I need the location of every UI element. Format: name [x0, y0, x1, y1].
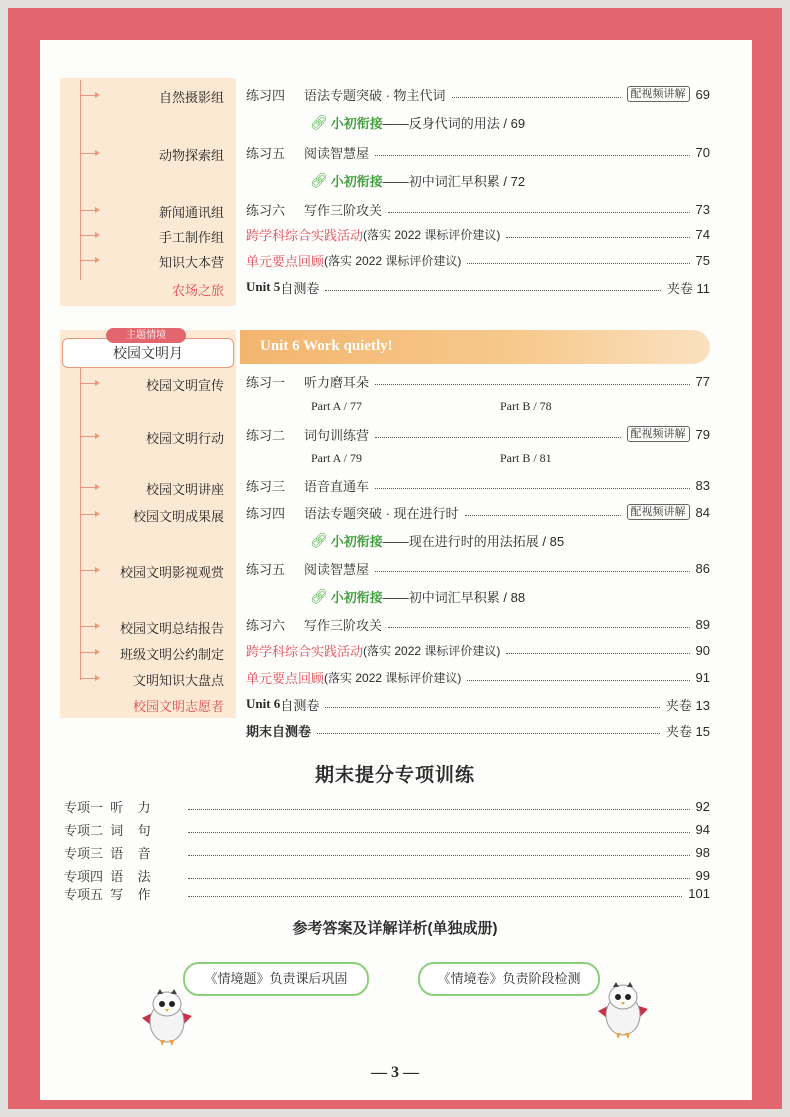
page-number: 77	[695, 373, 710, 389]
page-number: 夹卷 11	[666, 280, 710, 296]
sidebar-branch	[80, 652, 98, 653]
leader-dots	[452, 87, 621, 98]
link-icon: 🔗︎	[310, 532, 328, 548]
page-number: 90	[695, 642, 710, 658]
bridge-label: 小初衔接	[330, 116, 383, 131]
sidebar-item-label: 知识大本营	[158, 255, 224, 270]
unit-label: Unit 5	[246, 279, 281, 294]
toc-row[interactable]	[246, 224, 710, 244]
leader-dots	[467, 670, 689, 681]
sidebar-item-label: 校园文明影视观赏	[119, 565, 224, 580]
sidebar-line-bottom	[80, 368, 81, 680]
answers-title: 参考答案及详解详析(单独成册)	[292, 920, 498, 937]
bridge-text: ——初中词汇早积累 / 88	[382, 590, 526, 605]
exercise-title: 阅读智慧屋	[304, 145, 370, 161]
bridge-text: ——初中词汇早积累 / 72	[382, 174, 526, 189]
sidebar-branch	[80, 626, 98, 627]
video-badge: 配视频讲解	[627, 86, 690, 102]
link-icon: 🔗︎	[310, 172, 328, 188]
leader-dots	[188, 845, 690, 856]
toc-row[interactable]	[246, 277, 710, 297]
page-number: 73	[695, 201, 710, 217]
exercise-number: 练习六	[246, 617, 286, 633]
sidebar-branch	[80, 383, 98, 384]
page-number: 夹卷 13	[665, 697, 710, 713]
special-item[interactable]	[64, 842, 710, 862]
owl-mascot-icon	[590, 975, 656, 1045]
sidebar-item-label: 校园文明志愿者	[132, 699, 224, 714]
special-name: 专项一 听 力	[64, 799, 151, 815]
sidebar-branch	[80, 235, 98, 236]
leader-dots	[506, 643, 689, 654]
leader-dots	[506, 227, 689, 238]
toc-row[interactable]	[246, 424, 710, 444]
bridge-note[interactable]	[310, 587, 525, 606]
page-number: 69	[695, 86, 710, 102]
sidebar-item-label: 校园文明宣传	[145, 378, 224, 393]
sidebar-branch	[80, 678, 98, 679]
toc-row[interactable]	[246, 84, 710, 104]
special-item[interactable]	[64, 796, 710, 816]
toc-row[interactable]	[246, 199, 710, 219]
bridge-text: ——现在进行时的用法拓展 / 85	[382, 534, 565, 549]
unit-banner	[240, 330, 710, 364]
toc-row[interactable]	[246, 250, 710, 270]
theme-box	[62, 328, 234, 368]
sidebar-item-label: 手工制作组	[158, 230, 224, 245]
leader-dots	[375, 561, 690, 572]
sidebar-item-label: 校园文明总结报告	[119, 621, 224, 636]
page-number: 99	[695, 867, 710, 883]
part-b[interactable]: Part B / 81	[500, 451, 552, 465]
sidebar-item-label: 农场之旅	[171, 283, 224, 298]
sidebar-item-label: 校园文明成果展	[132, 509, 224, 524]
sidebar-line-top	[80, 80, 81, 280]
sidebar-branch	[80, 153, 98, 154]
leader-dots	[188, 799, 690, 810]
exercise-title: 语音直通车	[304, 478, 370, 494]
leader-dots	[375, 145, 690, 156]
exercise-number: 练习二	[246, 427, 286, 443]
leader-dots	[465, 505, 621, 516]
toc-row[interactable]	[246, 558, 710, 578]
leader-dots	[325, 280, 661, 291]
page-number: 86	[695, 560, 710, 576]
page-number: 75	[695, 252, 710, 268]
pill-exercise: 《情境题》负责课后巩固	[183, 962, 369, 996]
leader-dots	[317, 723, 660, 734]
review-title: 单元要点回顾	[246, 670, 325, 686]
owl-mascot-icon	[134, 982, 200, 1052]
part-b[interactable]: Part B / 78	[500, 399, 552, 413]
toc-row[interactable]	[246, 502, 710, 522]
toc-row[interactable]	[246, 371, 710, 391]
exercise-number: 练习三	[246, 478, 286, 494]
leader-dots	[467, 253, 689, 264]
exercise-title: 写作三阶攻关	[304, 202, 383, 218]
exercise-title: 阅读智慧屋	[304, 561, 370, 577]
special-name: 专项五 写 作	[64, 886, 151, 902]
exercise-title: 语法专题突破 · 物主代词	[304, 87, 446, 103]
review-note: (落实 2022 课标评价建议)	[324, 670, 462, 685]
pill-test: 《情境卷》负责阶段检测	[418, 962, 600, 996]
leader-dots	[188, 868, 690, 879]
test-title: 自测卷	[280, 280, 320, 296]
review-note: (落实 2022 课标评价建议)	[324, 253, 462, 268]
page-number: 夹卷 15	[665, 723, 710, 739]
link-icon: 🔗︎	[310, 588, 328, 604]
sidebar-branch	[80, 487, 98, 488]
bridge-note[interactable]	[310, 171, 525, 190]
leader-dots	[375, 478, 690, 489]
bridge-note[interactable]	[310, 531, 564, 550]
activity-note: (落实 2022 课标评价建议)	[363, 227, 501, 242]
sidebar-branch	[80, 514, 98, 515]
sidebar-item-label: 校园文明行动	[145, 431, 224, 446]
sidebar-item-label: 校园文明讲座	[145, 482, 224, 497]
leader-dots	[188, 822, 690, 833]
exercise-number: 练习四	[246, 505, 286, 521]
leader-dots	[388, 617, 690, 628]
page-number: 92	[695, 798, 710, 814]
exercise-number: 练习五	[246, 561, 286, 577]
theme-tag: 主题情境	[106, 328, 186, 343]
sidebar-branch	[80, 570, 98, 571]
special-item[interactable]	[64, 883, 710, 903]
exercise-title: 听力磨耳朵	[304, 374, 370, 390]
video-badge: 配视频讲解	[627, 426, 690, 442]
toc-row[interactable]	[246, 720, 710, 740]
bridge-text: ——反身代词的用法 / 69	[382, 116, 526, 131]
exercise-title: 写作三阶攻关	[304, 617, 383, 633]
section-title: 期末提分专项训练	[314, 765, 475, 786]
exercise-title: 词句训练营	[304, 427, 370, 443]
toc-row[interactable]	[246, 667, 710, 687]
test-title: 期末自测卷	[246, 723, 312, 739]
toc-row[interactable]	[246, 475, 710, 495]
exercise-number: 练习一	[246, 374, 286, 390]
video-badge: 配视频讲解	[627, 504, 690, 520]
special-name: 专项四 语 法	[64, 868, 151, 884]
page-number: 74	[695, 226, 710, 242]
exercise-title: 语法专题突破 · 现在进行时	[304, 505, 459, 521]
activity-title: 跨学科综合实践活动	[246, 227, 364, 243]
unit-label: Unit 6	[246, 696, 281, 711]
leader-dots	[388, 202, 690, 213]
special-name: 专项二 词 句	[64, 822, 151, 838]
sidebar-branch	[80, 210, 98, 211]
leader-dots	[375, 427, 621, 438]
unit-banner-title: Unit 6 Work quietly!	[260, 338, 393, 354]
bridge-label: 小初衔接	[330, 590, 383, 605]
activity-title: 跨学科综合实践活动	[246, 643, 364, 659]
part-a[interactable]: Part A / 77	[311, 399, 363, 413]
bridge-label: 小初衔接	[330, 174, 383, 189]
exercise-number: 练习五	[246, 145, 286, 161]
review-title: 单元要点回顾	[246, 253, 325, 269]
sidebar-item-label: 自然摄影组	[158, 90, 224, 105]
page-number: 79	[695, 426, 710, 442]
sidebar-item-label: 班级文明公约制定	[119, 647, 224, 662]
page-number: 98	[695, 844, 710, 860]
activity-note: (落实 2022 课标评价建议)	[363, 643, 501, 658]
sidebar-panel-top	[60, 78, 236, 306]
page-number: 101	[688, 885, 710, 901]
bridge-label: 小初衔接	[330, 534, 383, 549]
page-number: 83	[695, 477, 710, 493]
toc-row[interactable]	[246, 614, 710, 634]
sidebar-item-label: 文明知识大盘点	[132, 673, 224, 688]
page-number: 89	[695, 616, 710, 632]
special-name: 专项三 语 音	[64, 845, 151, 861]
leader-dots	[375, 374, 690, 385]
toc-row[interactable]	[246, 142, 710, 162]
sidebar-branch	[80, 436, 98, 437]
test-title: 自测卷	[280, 697, 320, 713]
page-number: 84	[695, 504, 710, 520]
leader-dots	[325, 697, 660, 708]
exercise-number: 练习六	[246, 202, 286, 218]
special-item[interactable]	[64, 865, 710, 885]
page-number: 94	[695, 821, 710, 837]
page-number: 91	[695, 669, 710, 685]
exercise-number: 练习四	[246, 87, 286, 103]
theme-label: 校园文明月	[62, 338, 234, 368]
sidebar-item-label: 动物探索组	[158, 148, 224, 163]
sidebar-branch	[80, 95, 98, 96]
bridge-note[interactable]	[310, 113, 525, 132]
part-a[interactable]: Part A / 79	[311, 451, 363, 465]
leader-dots	[188, 886, 682, 897]
sidebar-item-label: 新闻通讯组	[158, 205, 224, 220]
toc-row[interactable]	[246, 694, 710, 714]
special-item[interactable]	[64, 819, 710, 839]
sidebar-branch	[80, 260, 98, 261]
page-number-footer: — 3 —	[371, 1064, 419, 1081]
link-icon: 🔗︎	[310, 114, 328, 130]
toc-row[interactable]	[246, 640, 710, 660]
page-number: 70	[695, 144, 710, 160]
